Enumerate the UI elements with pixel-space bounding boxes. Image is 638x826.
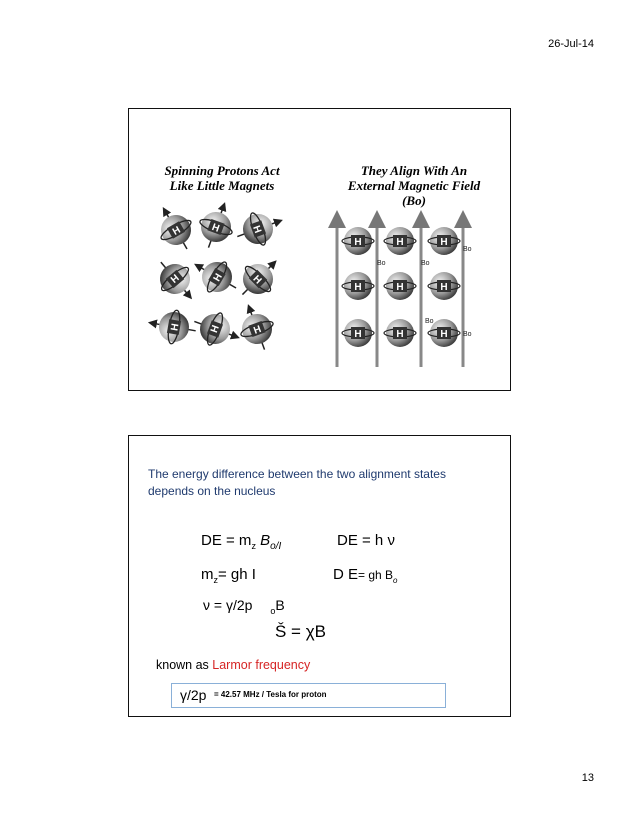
proton-sphere <box>384 227 416 255</box>
proton-sphere <box>148 251 202 307</box>
random-protons <box>148 201 286 356</box>
larmor-frequency-term: Larmor frequency <box>212 658 311 672</box>
right-heading-line1: They Align With An <box>360 163 468 178</box>
proton-label: H <box>354 329 362 340</box>
proton-sphere <box>384 272 416 300</box>
proton-label: H <box>207 323 220 334</box>
left-heading-line2: Like Little Magnets <box>169 178 275 193</box>
eq1-right: B <box>260 532 271 549</box>
field-label: Bo <box>425 318 434 325</box>
slide-energy-difference <box>128 435 511 717</box>
aligned-protons <box>342 227 460 347</box>
proton-label: H <box>250 224 263 235</box>
equation-energy-moment <box>201 532 281 552</box>
eq5-right: B <box>275 597 285 613</box>
gamma-symbol: γ/2p <box>180 687 207 703</box>
eq1-right-sub: o/I <box>270 541 282 552</box>
eq1-left: DE = m <box>201 532 252 549</box>
proton-sphere <box>232 206 285 253</box>
proton-label: H <box>396 329 404 340</box>
proton-sphere <box>342 272 374 300</box>
proton-label: H <box>354 282 362 293</box>
right-heading-line3: (Bo) <box>402 193 426 208</box>
left-heading-line1: Spinning Protons Act <box>164 163 280 178</box>
field-label: Bo <box>463 246 472 253</box>
proton-sphere <box>149 306 198 347</box>
intro-line1: The energy difference between the two alignment states <box>148 467 446 481</box>
larmor-line <box>156 658 310 672</box>
proton-label: H <box>396 282 404 293</box>
eq3-sub: z <box>213 575 218 585</box>
proton-sphere <box>428 272 460 300</box>
proton-sphere <box>150 202 201 257</box>
right-heading-line2: External Magnetic Field <box>347 178 481 193</box>
proton-label: H <box>354 237 362 248</box>
eq3-left: m <box>201 566 214 583</box>
field-label: Bo <box>421 260 430 267</box>
proton-label: H <box>440 282 448 293</box>
equation-energy-field <box>333 566 398 585</box>
proton-sphere <box>384 319 416 347</box>
proton-label: H <box>252 324 263 337</box>
page-number: 13 <box>581 772 594 784</box>
proton-label: H <box>167 271 181 285</box>
eq5-sub: o <box>270 605 276 616</box>
proton-sphere <box>342 319 374 347</box>
proton-sphere <box>230 251 285 306</box>
proton-sphere <box>428 227 460 255</box>
eq4-right: = gh B <box>358 568 394 582</box>
proton-sphere <box>189 306 242 353</box>
proton-sphere <box>342 227 374 255</box>
proton-label: H <box>396 237 404 248</box>
slide-proton-magnets <box>128 108 511 391</box>
intro-text <box>148 466 504 500</box>
proton-label: H <box>210 222 221 235</box>
eq4-left: D E <box>333 566 359 583</box>
intro-line2: depends on the nucleus <box>148 484 276 498</box>
gamma-value-text: = 42.57 MHz / Tesla for proton <box>214 690 327 699</box>
field-label: Bo <box>377 260 386 267</box>
proton-label: H <box>170 224 183 238</box>
proton-sphere <box>189 251 244 302</box>
proton-label: H <box>211 271 225 284</box>
equation-larmor-frequency <box>203 597 285 616</box>
eq4-right-sub: o <box>393 576 398 585</box>
eq5: ν = γ/2p <box>203 597 253 613</box>
proton-label: H <box>250 273 264 287</box>
equation-angular-frequency: Š = χB <box>275 622 326 641</box>
eq3-right: = gh I <box>218 566 256 583</box>
proton-label: H <box>440 237 448 248</box>
proton-label: H <box>440 329 448 340</box>
date-header: 26-Jul-14 <box>548 38 594 50</box>
gyromagnetic-ratio-box <box>171 683 446 708</box>
proton-illustration <box>129 109 510 390</box>
proton-sphere <box>234 303 281 356</box>
known-as-text: known as <box>156 658 213 672</box>
equation-energy-frequency: DE = h ν <box>337 532 395 549</box>
equation-moment-spin <box>201 566 256 585</box>
proton-sphere <box>193 201 240 254</box>
eq1-sub: z <box>251 541 256 551</box>
proton-label: H <box>169 322 182 332</box>
field-label: Bo <box>463 331 472 338</box>
